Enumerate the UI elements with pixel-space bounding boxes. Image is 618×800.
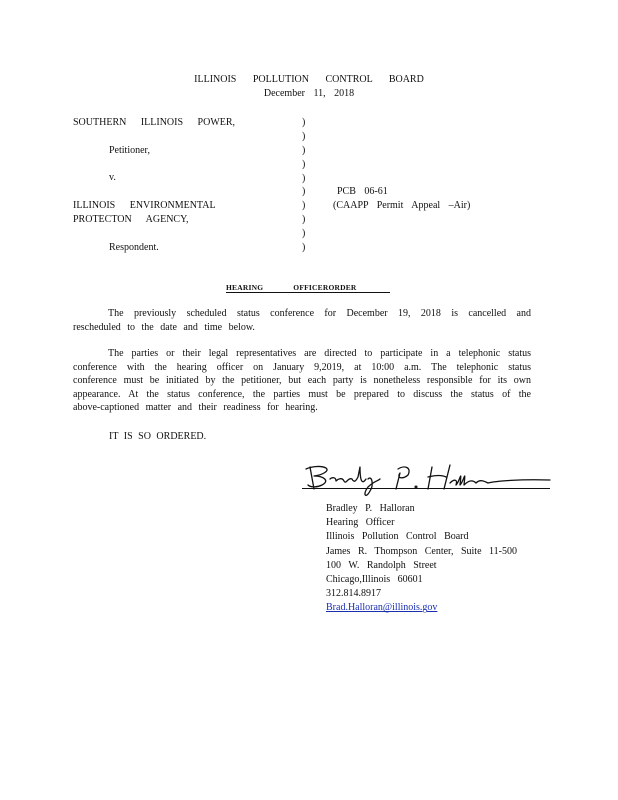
caption-parentheses [302,116,312,255]
signer-title: Hearing Officer [326,517,395,529]
email-link[interactable]: Brad.Halloran@illinois.gov [326,602,438,614]
order-heading: HEARING OFFICERORDER [226,283,357,292]
board-name: ILLINOIS POLLUTION CONTROL BOARD [194,74,424,85]
caption-paren: ) [302,186,306,198]
closing-statement: IT IS SO ORDERED. [109,431,207,442]
address-line1: James R. Thompson Center, Suite 11-500 [326,545,517,557]
phone-number: 312.814.8917 [326,588,381,600]
caption-paren: ) [302,130,306,142]
address-line2: 100 W. Randolph Street [326,559,437,571]
caption-paren: ) [302,214,306,226]
caption-paren: ) [302,144,306,156]
respondent-name-line1: ILLINOIS ENVIRONMENTAL [73,200,216,211]
caption-paren: ) [302,117,306,128]
paragraph-reschedule: The previously scheduled status conference for December 19, 2018 is cancelled and rescheduled to the date and time below. [73,308,531,333]
petitioner-label: Petitioner, [109,145,150,156]
case-type: (CAAPP Permit Appeal –Air) [333,200,471,211]
caption-paren: ) [302,172,306,184]
caption-paren: ) [302,228,306,240]
handwritten-signature [300,455,560,505]
respondent-label: Respondent. [109,242,159,253]
signature-block [326,502,517,616]
signer-organization: Illinois Pollution Control Board [326,531,469,543]
respondent-name-line2: PROTECTON AGENCY, [73,214,189,225]
city-state-zip: Chicago,Illinois 60601 [326,574,423,586]
case-number: PCB 06-61 [337,186,388,197]
caption-paren: ) [302,200,306,212]
caption-paren: ) [302,242,306,254]
versus-label: v. [109,172,116,183]
caption-paren: ) [302,158,306,170]
heading-underline [226,292,390,293]
paragraph-directive: The parties or their legal representatives are directed to participate in a telephonic status conference with the hearing officer on January 9,2019, at 10:00 a.m. The telephonic status conference must be initiated by the petitioner, but each party is nonetheless responsible for its own appearance. At the status conference, the parties must be prepared to discuss the status of the above-captioned matter and their readiness for hearing. [73,348,531,414]
petitioner-name: SOUTHERN ILLINOIS POWER, [73,117,236,128]
order-date: December 11, 2018 [263,88,355,99]
signer-name: Bradley P. Halloran [326,503,415,514]
signature-line [302,488,550,489]
